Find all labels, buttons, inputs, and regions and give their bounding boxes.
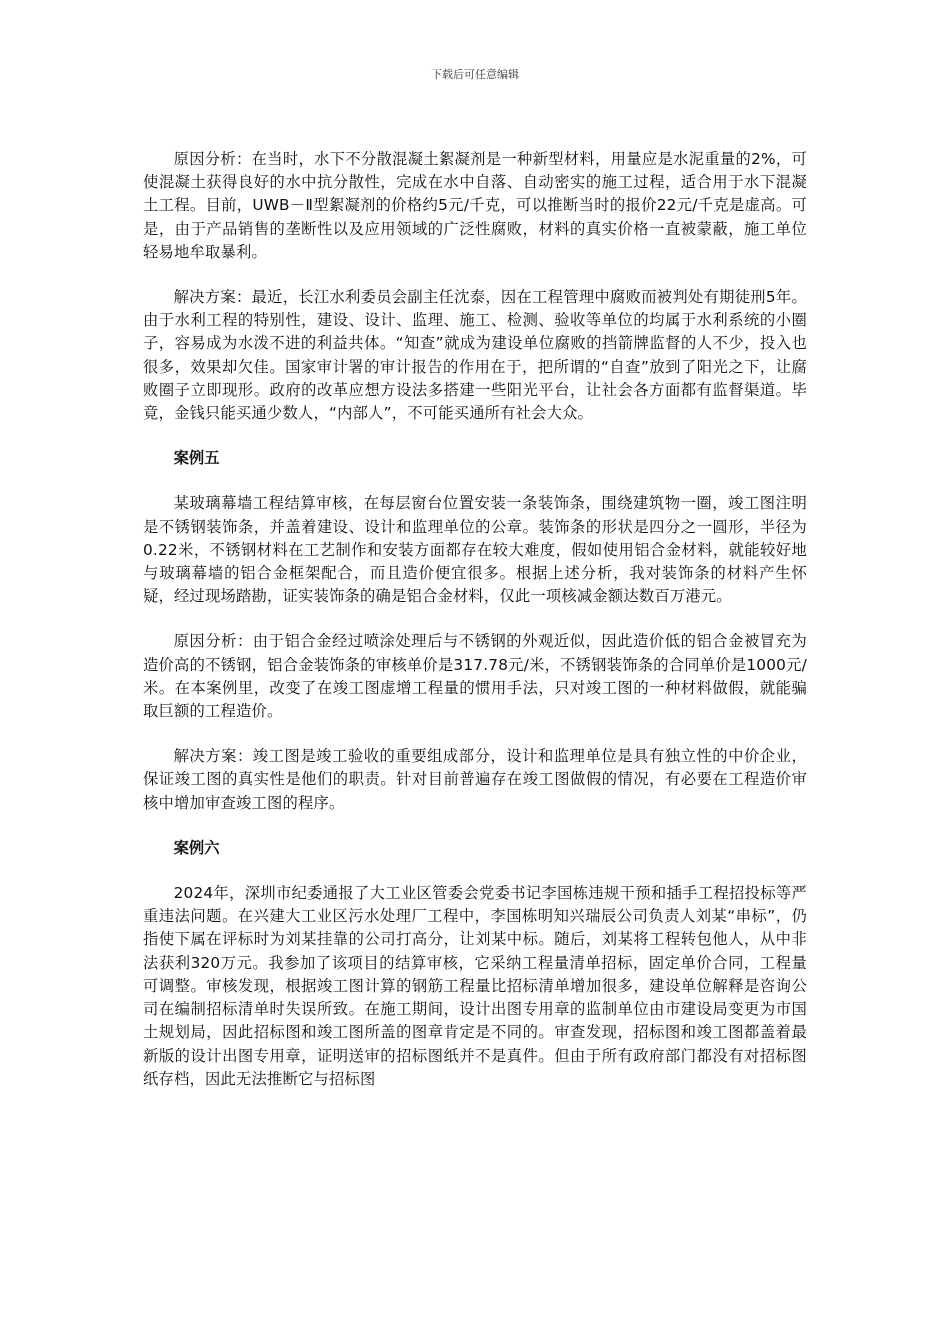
paragraph-case-5-description: 某玻璃幕墙工程结算审核，在每层窗台位置安装一条装饰条，围绕建筑物一圈，竣工图注明是不锈钢装饰条，并盖着建设、设计和监理单位的公章。装饰条的形状是四分之一圆形，半径为0.22米，不锈钢材料在工艺制作和安装方面都存在较大难度，假如使用铝合金材料，就能较好地与玻璃幕墙的铝合金框架配合，而且造价便宜很多。根据上述分析，我对装饰条的材料产生怀疑，经过现场踏勘，证实装饰条的确是铝合金材料，仅此一项核减金额达数百万港元。 — [143, 494, 807, 606]
paragraph-gap — [143, 470, 807, 492]
paragraph-case-6-description: 2024年，深圳市纪委通报了大工业区管委会党委书记李国栋违规干预和插手工程招投标等严重违法问题。在兴建大工业区污水处理厂工程中，李国栋明知兴瑞辰公司负责人刘某“串标”，仍指使下属在评标时为刘某挂靠的公司打高分，让刘某中标。随后，刘某将工程转包他人，从中非法获利320万元。我参加了该项目的结算审核，它采纳工程量清单招标，固定单价合同，工程量可调整。审核发现，根据竣工图计算的钢筋工程量比招标清单增加很多，建设单位解释是咨询公司在编制招标清单时失误所致。在施工期间，设计出图专用章的监制单位由市建设局变更为市国土规划局，因此招标图和竣工图所盖的图章肯定是不同的。审查发现，招标图和竣工图都盖着最新版的设计出图专用章，证明送审的招标图纸并不是真件。但由于所有政府部门都没有对招标图纸存档，因此无法推断它与招标图 — [143, 884, 807, 1088]
paragraph-solution-1: 解决方案：最近，长江水利委员会副主任沈泰，因在工程管理中腐败而被判处有期徒刑5年。由于水利工程的特别性，建设、设计、监理、施工、检测、验收等单位的均属于水利系统的小圈子，容易成为水泼不进的利益共体。“知查”就成为建设单位腐败的挡箭牌监督的人不少，投入也很多，效果却欠佳。国家审计署的审计报告的作用在于，把所谓的“自查”放到了阳光之下，让腐败圈子立即现形。政府的改革应想方设法多搭建一些阳光平台，让社会各方面都有监督渠道。毕竟，金钱只能买通少数人，“内部人”，不可能买通所有社会大众。 — [143, 288, 807, 423]
paragraph-solution-2: 解决方案：竣工图是竣工验收的重要组成部分，设计和监理单位是具有独立性的中价企业，保证竣工图的真实性是他们的职责。针对目前普遍存在竣工图做假的情况，有必要在工程造价审核中增加审查竣工图的程序。 — [143, 747, 807, 812]
paragraph-cause-analysis-1: 原因分析：在当时，水下不分散混凝土絮凝剂是一种新型材料，用量应是水泥重量的2%，可使混凝土获得良好的水中抗分散性，完成在水中自落、自动密实的施工过程，适合用于水下混凝土工程。目前，UWB－Ⅱ型絮凝剂的价格约5元/千克，可以推断当时的报价22元/千克是虚高。可是，由于产品销售的垄断性以及应用领域的广泛性腐败，材料的真实价格一直被蒙蔽，施工单位轻易地牟取暴利。 — [143, 150, 807, 261]
paragraph-gap — [143, 723, 807, 745]
page-header-note: 下载后可任意编辑 — [431, 68, 519, 81]
section-heading-case-6: 案例六 — [173, 838, 220, 857]
section-heading-case-5: 案例五 — [173, 449, 220, 468]
paragraph-gap — [143, 815, 807, 837]
paragraph-gap — [143, 425, 807, 447]
document-body — [143, 148, 807, 1091]
paragraph-gap — [143, 608, 807, 630]
paragraph-gap — [143, 264, 807, 286]
paragraph-gap — [143, 860, 807, 882]
paragraph-cause-analysis-2: 原因分析：由于铝合金经过喷涂处理后与不锈钢的外观近似，因此造价低的铝合金被冒充为造价高的不锈钢，铝合金装饰条的审核单价是317.78元/米，不锈钢装饰条的合同单价是1000元/米。在本案例里，改变了在竣工图虚增工程量的惯用手法，只对竣工图的一种材料做假，就能骗取巨额的工程造价。 — [143, 632, 807, 721]
